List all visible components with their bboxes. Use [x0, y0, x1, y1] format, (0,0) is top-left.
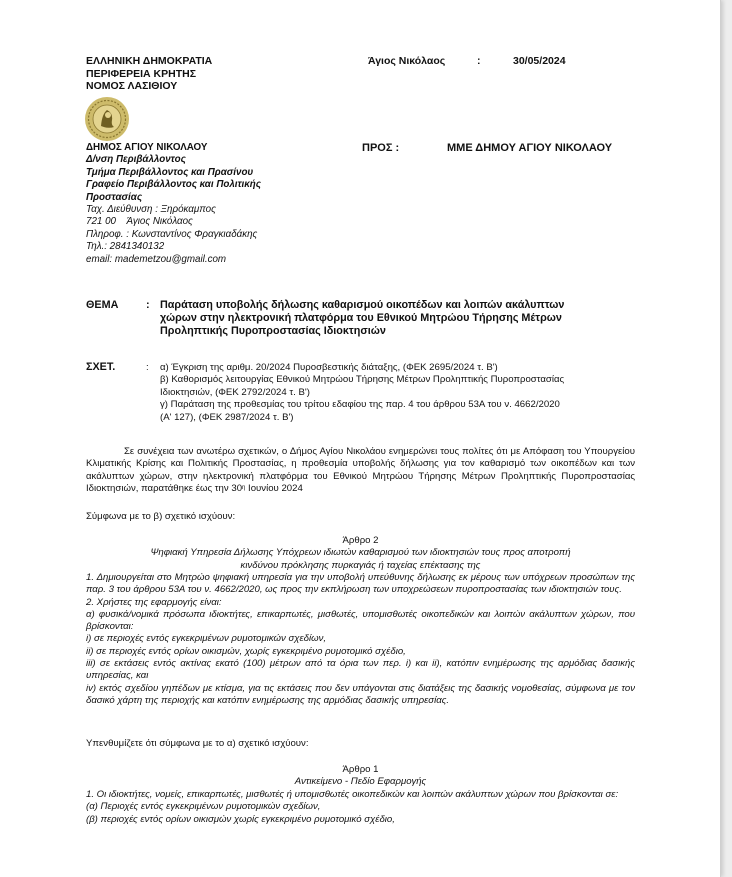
sender-address: Ταχ. Διεύθυνση : Ξηρόκαμπος	[86, 204, 216, 216]
article1-item-a: (α) Περιοχές εντός εγκεκριμένων ρυμοτομικών σχεδίων,	[86, 801, 321, 813]
article2-p2: 2. Χρήστες της εφαρμογής είναι:	[86, 596, 222, 608]
article2-subtitle-2: κινδύνου πρόκλησης πυρκαγιάς ή ταχείας επέκτασης της	[240, 559, 481, 571]
document-date: 30/05/2024	[513, 55, 566, 67]
place-colon: :	[477, 55, 481, 67]
place-label: Άγιος Νικόλαος	[368, 55, 446, 67]
municipal-seal-icon	[84, 96, 130, 142]
sender-directorate: Δ/νση Περιβάλλοντος	[86, 154, 186, 166]
article2-heading	[86, 535, 635, 572]
recipient-value: ΜΜΕ ΔΗΜΟΥ ΑΓΙΟΥ ΝΙΚΟΛΑΟΥ	[447, 142, 613, 154]
sender-department: Τμήμα Περιβάλλοντος και Πρασίνου	[86, 166, 254, 178]
note-a: Υπενθυμίζετε ότι σύμφωνα με το α) σχετικό ισχύουν:	[86, 738, 309, 749]
article1-title: Άρθρο 1	[342, 764, 379, 775]
note-b: Σύμφωνα με το β) σχετικό ισχύουν:	[86, 511, 236, 522]
sender-email: email: mademetzou@gmail.com	[86, 253, 227, 265]
reference-b-2: Ιδιοκτησιών, (ΦΕΚ 2792/2024 τ. Β')	[160, 386, 310, 398]
subject-line-3: Προληπτικής Πυροπροστασίας Ιδιοκτησιών	[160, 324, 386, 337]
article2-item-iii: iii) σε εκτάσεις εντός ακτίνας εκατό (100) μέτρων από τα όρια των περ. i) και ii), κατόπιν ενημέρωσης της αρμόδιας δασικής υπηρεσίας, και	[86, 658, 635, 682]
article2-item-ii: ii) σε περιοχές εντός ορίων οικισμών, χωρίς εγκεκριμένο ρυμοτομικό σχέδιο,	[86, 645, 406, 657]
article1-heading	[86, 764, 635, 789]
header-line-2: ΠΕΡΙΦΕΡΕΙΑ ΚΡΗΤΗΣ	[86, 67, 197, 80]
article2-p1: 1. Δημιουργείται στο Μητρώο ψηφιακή υπηρεσία για την υποβολή υπεύθυνης δήλωσης εκ μέρους των υπόχρεων προσώπων της παρ. 3 του άρθρου 53Α του ν. 4662/2020, ως προς την εκπλήρωση των υποχρεώσεων πυροπροστασίας των ιδιοκτησιών τους.	[86, 572, 635, 596]
subject-label: ΘΕΜΑ	[86, 299, 119, 311]
reference-b-1: β) Καθορισμός λειτουργίας Εθνικού Μητρώου Τήρησης Μέτρων Προληπτικής Πυροπροστασίας	[160, 374, 565, 386]
sender-postcode: 721 00 Άγιος Νικόλαος	[86, 216, 193, 228]
references-colon: :	[146, 362, 149, 373]
sender-office-2: Προστασίας	[86, 191, 143, 203]
references-list	[160, 362, 564, 424]
intro-tail: Ιουνίου 2024	[245, 482, 303, 494]
subject-text	[160, 299, 564, 337]
subject-line-1: Παράταση υποβολής δήλωσης καθαρισμού οικοπέδων και λοιπών ακάλυπτων	[160, 299, 565, 311]
header-line-3: ΝΟΜΟΣ ΛΑΣΙΘΙΟΥ	[86, 80, 178, 92]
sender-office-1: Γραφείο Περιβάλλοντος και Πολιτικής	[86, 179, 261, 191]
reference-c-1: γ) Παράταση της προθεσμίας του τρίτου εδαφίου της παρ. 4 του άρθρου 53Α του ν. 4662/2020	[160, 399, 560, 411]
reference-c-2: (Α' 127), (ΦΕΚ 2987/2024 τ. Β')	[160, 411, 294, 423]
sender-info: Πληροφ. : Κωνσταντίνος Φραγκιαδάκης	[86, 228, 258, 240]
article2-item-iv: iv) εκτός σχεδίου γηπέδων με κτίσμα, για τις εκτάσεις που δεν υπάγονται στις διατάξεις της δασικής νομοθεσίας, σύμφωνα με τον δασικό χάρτη της περιοχής και κατόπιν ενημέρωσης της αρμόδιας δασικής υπηρεσίας.	[86, 682, 635, 706]
recipient-label: ΠΡΟΣ :	[362, 142, 400, 154]
article2-subtitle-1: Ψηφιακή Υπηρεσία Δήλωσης Υπόχρεων ιδιωτών καθαρισμού των ιδιοκτησιών τους προς αποτροπή	[150, 547, 571, 559]
subject-line-2: χώρων στην ηλεκτρονική πλατφόρμα του Εθνικού Μητρώου Τήρησης Μέτρων	[160, 311, 562, 324]
article1-p1: 1. Οι ιδιοκτήτες, νομείς, επικαρπωτές, μισθωτές ή υπομισθωτές οικοπεδικών και λοιπών ακάλυπτων χώρων που βρίσκονται σε:	[86, 789, 619, 800]
references-label: ΣΧΕΤ.	[86, 361, 116, 373]
sender-block	[86, 142, 261, 266]
article1-item-b: (β) περιοχές εντός ορίων οικισμών χωρίς εγκεκριμένο ρυμοτομικό σχέδιο,	[86, 813, 395, 825]
header-line-1: ΕΛΛΗΝΙΚΗ ΔΗΜΟΚΡΑΤΙΑ	[86, 55, 213, 67]
subject-colon: :	[146, 299, 150, 311]
intro-paragraph	[86, 446, 635, 495]
state-header	[86, 55, 212, 93]
intro-sup: η	[242, 484, 246, 491]
article1-subtitle: Αντικείμενο - Πεδίο Εφαρμογής	[294, 776, 427, 788]
sender-municipality: ΔΗΜΟΣ ΑΓΙΟΥ ΝΙΚΟΛΑΟΥ	[86, 142, 208, 153]
article2-body	[86, 572, 635, 707]
intro-text: Σε συνέχεια των ανωτέρω σχετικών, ο Δήμος Αγίου Νικολάου ενημερώνει τους πολίτες ότι με Απόφαση του Υπουργείου Κλιματικής Κρίσης και Πολιτικής Προστασίας, η προθεσμία υποβολής δήλωσης για τον καθαρισμό των οικοπέδων και των ακάλυπτων χώρων, στην ηλεκτρονική πλατφόρμα του Εθνικού Μητρώου Τήρησης Μέτρων Προληπτικής Πυροπροστασίας Ιδιοκτησιών, παρατάθηκε έως την 30	[86, 446, 635, 494]
article2-title: Άρθρο 2	[342, 535, 379, 546]
article2-item-i: i) σε περιοχές εντός εγκεκριμένων ρυμοτομικών σχεδίων,	[86, 633, 327, 645]
article2-p3: α) φυσικά/νομικά πρόσωπα ιδιοκτήτες, επικαρπωτές, μισθωτές, υπομισθωτές οικοπεδικών και λοιπών ακάλυπτων χώρων, που βρίσκονται:	[86, 608, 635, 633]
article1-body	[86, 789, 635, 826]
sender-phone: Τηλ.: 2841340132	[86, 241, 165, 253]
reference-a: α) Έγκριση της αριθμ. 20/2024 Πυροσβεστικής διάταξης, (ΦΕΚ 2695/2024 τ. Β')	[160, 362, 498, 373]
